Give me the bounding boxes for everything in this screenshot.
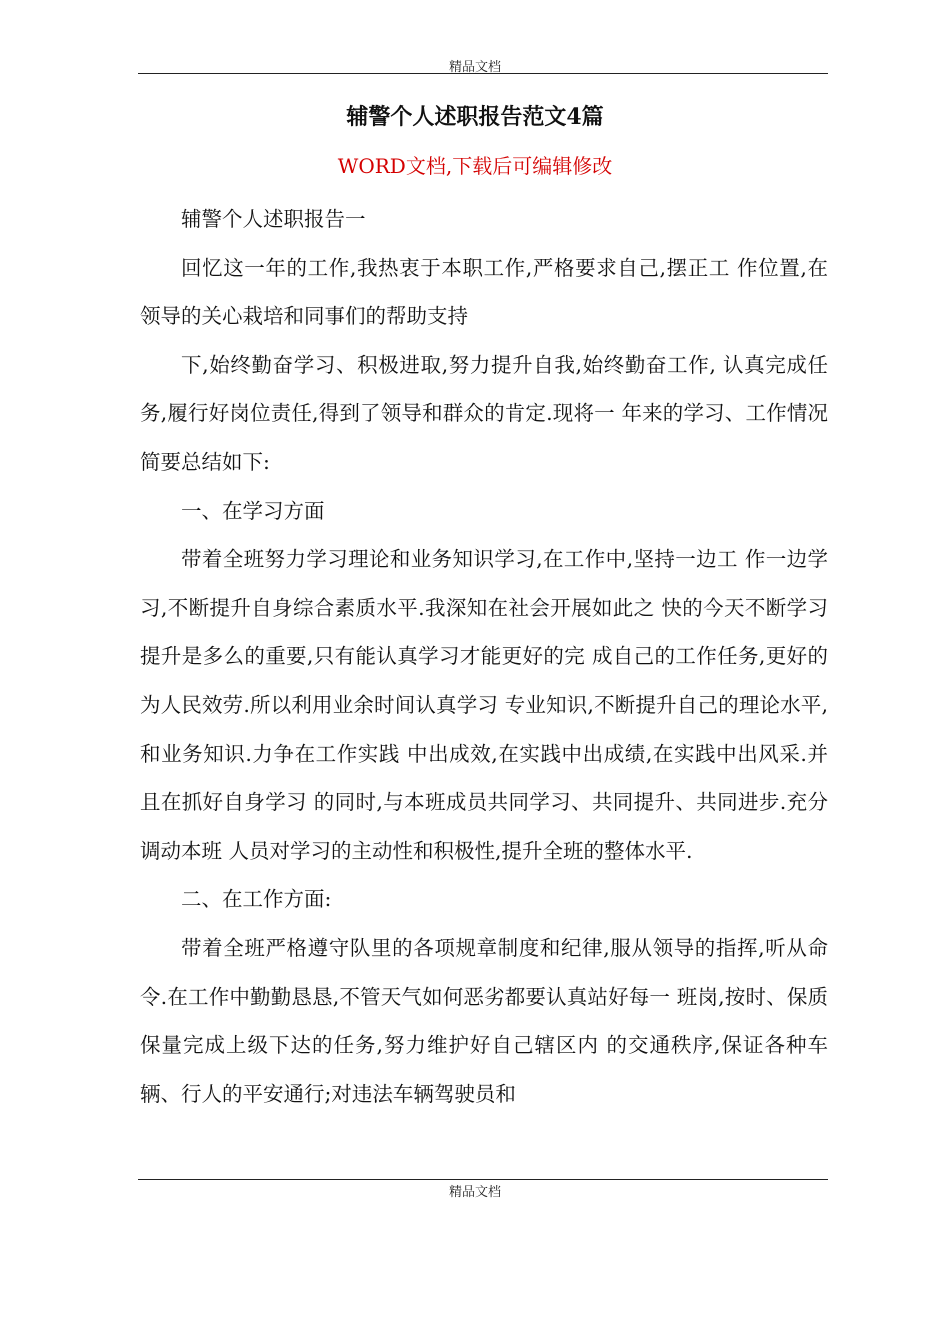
paragraph: 下,始终勤奋学习、积极进取,努力提升自我,始终勤奋工作, 认真完成任务,履行好岗位责任,得到了领导和群众的肯定.现将一 年来的学习、工作情况简要总结如下: bbox=[140, 352, 828, 474]
page-footer: 精品文档 bbox=[448, 1185, 501, 1200]
document-body bbox=[140, 195, 828, 1118]
footer-divider bbox=[138, 1179, 828, 1180]
document-subtitle: WORD文档,下载后可编辑修改 bbox=[337, 154, 613, 178]
document-title: 辅警个人述职报告范文4篇 bbox=[346, 104, 604, 130]
header-divider bbox=[138, 73, 828, 74]
section-heading: 二、在工作方面: bbox=[181, 887, 332, 912]
page-header: 精品文档 bbox=[448, 60, 501, 75]
section-heading: 辅警个人述职报告一 bbox=[181, 207, 366, 231]
paragraph: 带着全班努力学习理论和业务知识学习,在工作中,坚持一边工 作一边学习,不断提升自身综合素质水平.我深知在社会开展如此之 快的今天不断学习提升是多么的重要,只有能认真学习才能更好的完 成自己的工作任务,更好的为人民效劳.所以利用业余时间认真学习 专业知识,不断提升自己的理论水平,和业务知识.力争在工作实践 中出成效,在实践中出成绩,在实践中出风采.并且在抓好自身学习 的同时,与本班成员共同学习、共同提升、共同进步.充分调动本班 人员对学习的主动性和积极性,提升全班的整体水平. bbox=[140, 547, 828, 863]
section-heading: 一、在学习方面 bbox=[181, 498, 325, 523]
paragraph: 回忆这一年的工作,我热衷于本职工作,严格要求自己,摆正工 作位置,在领导的关心栽培和同事们的帮助支持 bbox=[140, 255, 828, 329]
paragraph: 带着全班严格遵守队里的各项规章制度和纪律,服从领导的指挥,听从命令.在工作中勤勤恳恳,不管天气如何恶劣都要认真站好每一 班岗,按时、保质保量完成上级下达的任务,努力维护好自己辖区内 的交通秩序,保证各种车辆、行人的平安通行;对违法车辆驾驶员和 bbox=[140, 935, 828, 1106]
